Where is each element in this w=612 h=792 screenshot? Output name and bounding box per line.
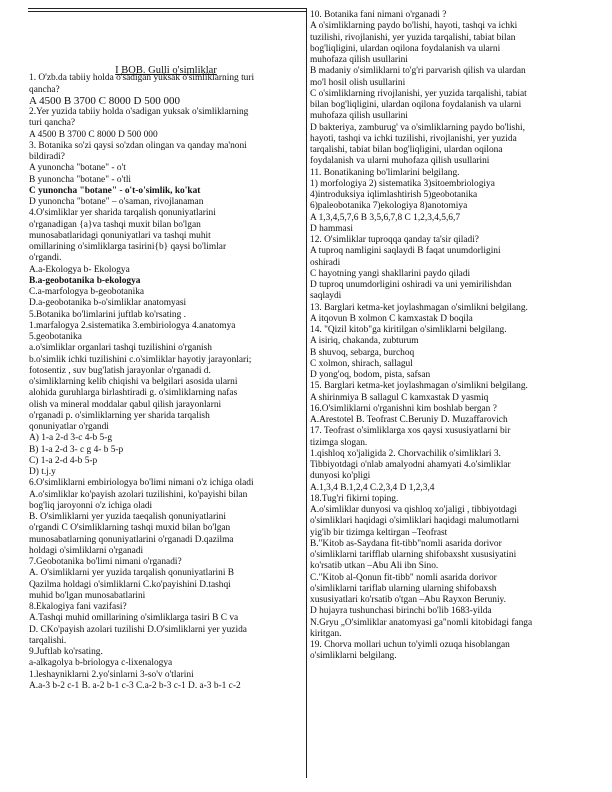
text-line: A 4500 B 3700 C 8000 D 500 000: [29, 129, 158, 140]
text-line: dunyosi ko'pligi: [310, 471, 371, 482]
text-line: A tuproq namligini saqlaydi B faqat unumdorligini: [310, 246, 501, 257]
text-line: muhid bo'lgan munosabatlarini: [29, 590, 146, 601]
text-line: N.Gryu „O'simliklar anatomyasi ga"nomli kitobidagi fanga: [310, 617, 533, 628]
text-line: 9.Juftlab ko'rsating.: [29, 647, 103, 657]
text-line: D bakteriya, zamburug' va o'simliklarning paydo bo'lishi,: [310, 122, 525, 133]
text-line: tuzilishi, rivojlanishi, yer yuzida tarqalishi, tabiat bilan: [310, 32, 516, 43]
chapter-title: I BOB. Gulli o'simliklar: [115, 65, 217, 76]
text-line: 5.Botanika bo'limlarini juftlab ko'rsating .: [29, 309, 186, 320]
top-rule-double: [28, 11, 306, 12]
text-line: tarqalishi.: [29, 635, 67, 646]
text-line: A.o'simliklar dunyosi va qishloq xo'jaligi , tibbiyotdagi: [310, 505, 518, 515]
text-line: A. O'simliklarni yer yuzida tarqalish qonuniyatlarini B: [29, 568, 235, 579]
text-line: C yunoncha "botane" - o't-o'simlik, ko'kat: [29, 185, 201, 196]
text-line: A shirinmiya B sallagul C kamxastak D yasmiq: [310, 392, 489, 403]
text-line: bog'liq jaroyonni o'z ichiga oladi: [29, 500, 153, 511]
text-line: 11. Bonatikaning bo'limlarini belgilang.: [310, 167, 460, 178]
text-line: A.1,3,4 B.1,2,4 C.2,3,4 D 1,2,3,4: [310, 482, 435, 493]
text-line: 4)introduksiya iqlimlashtirish 5)geobotanika: [310, 190, 478, 200]
text-line: 4.O'simliklar yer sharida tarqalish qonuniyatlarini: [29, 208, 216, 219]
text-line: qancha?: [29, 84, 60, 95]
text-line: 3. Botanika so'zi qaysi so'zdan olingan va qanday ma'noni: [29, 140, 247, 151]
text-line: A 4500 B 3700 C 8000 D 500 000: [29, 95, 180, 107]
text-line: C hayotning yangi shakllarini paydo qiladi: [310, 268, 471, 279]
top-rule: [28, 8, 306, 9]
text-line: 1) morfologiya 2) sistematika 3)sitoembriologiya: [310, 178, 495, 189]
text-line: omillarining o'simliklarga tasirini{b} qaysi bo'limlar: [29, 242, 227, 252]
text-line: xususiyatlari ko'rsatib o'tgan –Abu Rayxon Beruniy.: [310, 595, 506, 605]
text-line: o'simliklarni tarifflab ularning shifobaxsht xususiyatini: [310, 550, 517, 560]
right-column: [310, 10, 594, 663]
text-line: saqlaydi: [310, 291, 342, 302]
text-line: 15. Barglari ketma-ket joylashmagan o'simlikni belgilang.: [310, 381, 528, 392]
text-line: D hujayra tushunchasi birinchi bo'lib 1683-yilda: [310, 606, 492, 617]
text-line: o'simliklari haqidagi o'simliklari haqidagi malumotlarni: [310, 516, 520, 527]
text-line: 1.qishloq xo'jaligida 2. Chorvachilik o'simliklari 3.: [310, 448, 501, 459]
text-line: yig'ib bir tizimga keltirgan –Teofrast: [310, 527, 448, 538]
text-line: C.a-marfologya b-geobotanika: [29, 287, 145, 297]
text-line: 5.geobotanika: [29, 332, 82, 342]
text-line: A yunoncha "botane" - o't: [29, 163, 126, 174]
text-line: C xolmon, shirach, sallagul: [310, 358, 413, 369]
text-line: b.o'simlik ichki tuzilishini c.o'simliklar hayotiy jarayonlari;: [29, 354, 252, 365]
text-line: foydalanish va ularni muhofaza qilish usullarini: [310, 156, 490, 167]
text-line: A.o'simliklar ko'payish azolari tuzilishini, ko'payishi bilan: [29, 489, 248, 500]
text-line: A.a-3 b-2 c-1 B. a-2 b-1 c-3 C.a-2 b-3 c-1 D. a-3 b-1 c-2: [29, 680, 241, 691]
text-line: B yunoncha "botane" - o'tli: [29, 174, 132, 185]
text-line: A itqovun B xolmon C kamxastak D boqila: [310, 313, 473, 324]
text-line: B madaniy o'simliklarni to'g'ri parvarish qilish va ulardan: [310, 66, 526, 77]
text-line: 18.Tug'ri fikirni toping.: [310, 493, 399, 504]
text-line: olish va mineral moddalar qabul qilish jarayonlarni: [29, 399, 222, 410]
text-line: 6)paleobotanika 7)ekologiya 8)anotomiya: [310, 201, 468, 212]
text-line: 14. "Qizil kitob"ga kiritilgan o'simliklarni belgilang.: [310, 325, 507, 335]
text-line: oshiradi: [310, 257, 341, 268]
text-line: B shuvoq, sebarga, burchoq: [310, 347, 415, 358]
text-line: B."Kitob as-Saydana fit-tibb"nomli asarida dorivor: [310, 538, 502, 549]
text-line: B.a-geobotanika b-ekologya: [29, 275, 141, 286]
text-line: A.Arestotel B. Teofrast C.Beruniy D. Muzaffarovich: [310, 415, 508, 425]
text-line: D) t.j.y: [29, 467, 56, 477]
text-line: D yong'oq, bodom, pista, safsan: [310, 370, 431, 380]
text-line: 17. Teofrast o'simliklarga xos qaysi xususiyatlarni bir: [310, 426, 511, 437]
text-line: A) 1-a 2-d 3-c 4-b 5-g: [29, 433, 113, 444]
text-line: 6.O'simliklarni embiriologya bo'limi nimani o'z ichiga oladi: [29, 478, 254, 489]
text-line: tizimga slogan.: [310, 437, 368, 448]
text-line: munosabatlaridagi qonuniyatlari va tashqi muhit: [29, 230, 211, 241]
text-line: Qazilma holdagi o'simliklarni C.ko'payishini D.tashqi: [29, 579, 231, 590]
text-line: D yunoncha "botane" – o'saman, rivojlanaman: [29, 197, 204, 207]
text-line: A isiriq, chakanda, zubturum: [310, 336, 419, 347]
text-line: D. CKo'payish azolari tuzilishi D.O'simliklarni yer yuzida: [29, 624, 247, 635]
text-line: bildiradi?: [29, 152, 65, 162]
text-line: 1.marfalogya 2.sistematika 3.embiriologya 4.anatomya: [29, 320, 236, 331]
text-line: 12. O'simliklar tuproqqa qanday ta'sir qiladi?: [310, 235, 479, 245]
text-line: 2.Yer yuzida tabiiy holda o'sadigan yuksak o'simliklarning: [29, 107, 249, 117]
text-line: C o'simliklarning rivojlanishi, yer yuzida tarqalishi, tabiat: [310, 88, 527, 99]
text-line: muhofaza qilish usullarini: [310, 55, 408, 65]
text-line: hayoti, tashqi va ichki tuzilishi, rivojlanishi, yer yuzida: [310, 133, 517, 144]
text-line: o'simliklarni tariflab ularning ularning shifobaxsh: [310, 583, 497, 594]
text-line: C) 1-a 2-d 4-b 5-p: [29, 455, 98, 466]
text-line: ko'rsatib utkan –Abu Ali ibn Sino.: [310, 561, 439, 572]
column-divider: [306, 8, 307, 778]
text-line: o'simliklarning kelib chiqishi va belgilari asosida ularni: [29, 377, 238, 387]
text-line: 19. Chorva mollari uchun to'yimli ozuqa hisoblangan: [310, 640, 510, 650]
text-line: muhofaza qilish usullarini: [310, 111, 408, 122]
text-line: mo'l hosil olish usullarini: [310, 77, 406, 88]
text-line: a.o'simliklar organlari tashqi tuzilishini o'rganish: [29, 343, 212, 354]
text-line: A.a-Ekologya b- Ekologya: [29, 264, 130, 275]
text-line: A o'simliklarning paydo bo'lishi, hayoti, tashqi va ichki: [310, 21, 518, 32]
text-line: tarqalishi, tabiat bilan bog'liqligini, ulardan oqilona: [310, 145, 503, 155]
text-line: o'rganadi p. o'simliklarning yer sharida tarqalish: [29, 410, 210, 421]
text-line: 1.leshayniklarni 2.yo'sinlarni 3-so'v o'tlarini: [29, 669, 194, 680]
text-line: o'rgandi.: [29, 253, 62, 264]
text-line: D.a-geobotanika b-o'simliklar anatomyasi: [29, 298, 187, 309]
text-line: kiritgan.: [310, 628, 342, 639]
text-line: 7.Geobotanika bo'limi nimani o'rganadi?: [29, 557, 182, 567]
text-line: turi qancha?: [29, 118, 76, 129]
text-line: B. O'simliklarni yer yuzida taeqalish qonuniyatlarini: [29, 512, 226, 522]
text-line: D tuproq unumdorligini oshiradi va uni yemirilishdan: [310, 280, 512, 290]
text-line: o'simliklarni belgilang.: [310, 651, 397, 662]
text-line: A 1,3,4,5,7,6 B 3,5,6,7,8 C 1,2,3,4,5,6,7: [310, 212, 461, 223]
text-line: o'rgandi C O'simliklarning tashqi muxid bilan bo'lgan: [29, 523, 231, 534]
text-line: bilan bog'liqligini, ulardan oqilona foydalanish va ularni: [310, 100, 522, 110]
text-line: 16.O'simliklarni o'rganishni kim boshlab bergan ?: [310, 403, 497, 414]
text-line: fotosentiz , suv bug'latish jarayonlar o'rganadi d.: [29, 365, 211, 376]
text-line: qonuniyatlar o'rgandi: [29, 422, 109, 432]
text-line: D hammasi: [310, 223, 353, 234]
text-line: [29, 62, 303, 73]
text-line: o'rganadigan {a}va tashqi muxit bilan bo'lgan: [29, 219, 201, 230]
text-line: holdagi o'simliklarni o'rganadi: [29, 545, 144, 556]
text-line: A.Tashqi muhid omillarining o'simliklarga tasiri B C va: [29, 613, 239, 624]
text-line: 13. Barglari ketma-ket joylashmagan o'simlikni belgilang.: [310, 302, 528, 313]
left-column: [29, 62, 303, 692]
text-line: Tibbiyotdagi o'nlab amalyodni ahamyati 4.o'simliklar: [310, 460, 511, 470]
text-line: bog'liqligini, ulardan oqilona foydalanish va ularni: [310, 43, 501, 54]
text-line: B) 1-a 2-d 3- c g 4- b 5-p: [29, 444, 124, 455]
text-line: 1. O'zb.da tabiiy holda o'sadigan yuksak o'simliklarning turi: [29, 73, 255, 84]
text-line: C."Kitob al-Qonun fit-tibb" nomli asarida dorivor: [310, 572, 497, 583]
text-line: alohida guruhlarga birlashtiradi g. o'simliklarning nafas: [29, 388, 238, 399]
text-line: 10. Botanika fani nimani o'rganadi ?: [310, 10, 447, 20]
text-line: a-alkagolya b-briologya c-lixenalogya: [29, 658, 173, 669]
text-line: munosabatlarning qonuniyatlarini o'rganadi D.qazilma: [29, 534, 234, 545]
text-line: 8.Ekalogiya fani vazifasi?: [29, 602, 127, 612]
